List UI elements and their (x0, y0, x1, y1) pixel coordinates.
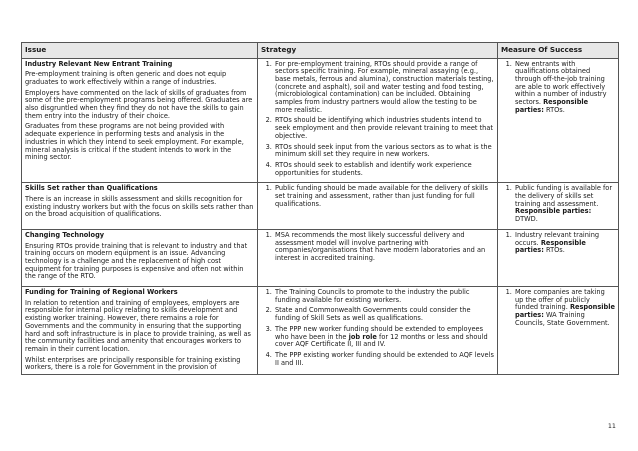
measure-item: 1. New entrants with qualifications obtained through off-the-job training are able to work effectively within a number of industry sectors. Responsible parties: RTOs. (514, 61, 615, 115)
strategy-cell (258, 183, 498, 230)
responsible-value: WA Training Councils, State Government. (515, 311, 610, 327)
strategy-cell (258, 229, 498, 286)
measure-cell (498, 183, 619, 230)
issue-paragraph: Whilst enterprises are principally responsible for training existing workers, there is a role for Government in the provision of (25, 355, 241, 372)
table-row (22, 229, 619, 286)
issue-title: Industry Relevant New Entrant Training (25, 59, 173, 68)
measure-cell (498, 229, 619, 286)
header-measure: Measure Of Success (498, 43, 619, 59)
issue-cell (22, 58, 258, 183)
measure-list (501, 185, 615, 224)
strategy-item: 1. The Training Councils to promote to the industry the public funding available for existing workers. (274, 289, 494, 304)
issue-title: Changing Technology (25, 230, 105, 239)
issue-paragraph: There is an increase in skills assessment and skills recognition for existing industry workers but with the focus on skills sets rather than on the broad acquisition of qualifications. (25, 195, 254, 219)
issue-title: Funding for Training of Regional Workers (25, 288, 178, 297)
header-issue: Issue (22, 43, 258, 59)
measure-item: 1. Industry relevant training occurs. Responsible parties: RTOs. (514, 232, 615, 255)
responsible-value: DTWD. (515, 215, 538, 224)
strategy-item: 2. RTOs should be identifying which industries students intend to seek employment and then provide relevant training to meet that objective. (274, 117, 494, 140)
issue-paragraph: Pre-employment training is often generic and does not equip graduates to work effectively within a range of industries. (25, 70, 227, 86)
responsible-value: RTOs. (545, 246, 565, 255)
strategy-item: 4. RTOs should seek to establish and identify work experience opportunities for students. (274, 162, 494, 177)
issue-cell (22, 229, 258, 286)
strategy-item: 3. RTOs should seek input from the various sectors as to what is the minimum skill set they require in new workers. (274, 144, 494, 159)
measure-item: 1. More companies are taking up the offer of publicly funded training. Responsible parties: WA Training Councils, State Government. (514, 289, 615, 328)
strategy-cell (258, 58, 498, 183)
measure-cell (498, 58, 619, 183)
table-row (22, 287, 619, 375)
document-page (21, 42, 618, 375)
strategy-item: 1. MSA recommends the most likely successful delivery and assessment model will involve partnering with companies/organisations that have modern laboratories and an interest in accredited training. (274, 232, 494, 263)
measure-text: More companies are taking up the offer of publicly funded training. (515, 288, 605, 312)
issues-strategy-table (21, 42, 619, 375)
measure-text: Industry relevant training occurs. (515, 230, 600, 247)
strategy-item: 1. For pre-employment training, RTOs should provide a range of sectors specific training. For example, mineral assaying (e.g., base metals, ferrous and alumina), construction materials testing, (concrete and asphalt), soil and water testing and food testing, (microbiological contamination) can be included. Obtaining samples from industry partners would allow the testing to be more realistic. (274, 61, 494, 115)
page-number: 11 (607, 422, 616, 430)
strategy-list (261, 185, 494, 208)
measure-list (501, 232, 615, 255)
responsible-value: RTOs. (545, 105, 565, 114)
strategy-cell (258, 287, 498, 375)
measure-text: Public funding is available for the delivery of skills set training and assessment. (515, 184, 613, 208)
strategy-list (261, 232, 494, 263)
strategy-item: 4. The PPP existing worker funding should be extended to AQF levels II and III. (274, 352, 494, 367)
measure-text: New entrants with qualifications obtained through off-the-job training are able to work effectively within a number of industry sectors. (515, 59, 607, 107)
strategy-item: 2. State and Commonwealth Governments could consider the funding of Skill Sets as well as qualifications. (274, 307, 494, 322)
table-row (22, 58, 619, 183)
responsible-label: Responsible parties (515, 303, 616, 320)
issue-paragraph: In relation to retention and training of employees, employers are responsible for internal policy relating to skills development and existing worker training. However, there remains a role for Governments and the community in ensuring that the supporting hard and soft infrastructure is in place to provide training, as well as the community facilities and amenity that encourages workers to remain in their current location. (25, 298, 251, 353)
responsible-label: Responsible parties (515, 238, 586, 255)
measure-cell (498, 287, 619, 375)
strategy-item: 1. Public funding should be made available for the delivery of skills set training and assessment, rather than just funding for full qualifications. (274, 185, 494, 208)
measure-list (501, 289, 615, 328)
strategy-list (261, 61, 494, 178)
issue-paragraph: Ensuring RTOs provide training that is relevant to industry and that training occurs on modern equipment is an issue. Advancing technology is a challenge and the replacement of high cost equipment for training purposes is expensive and often not within the range of the RTO. (25, 241, 248, 281)
measure-item: 1. Public funding is available for the delivery of skills set training and assessment. Responsible parties: DTWD. (514, 185, 615, 224)
responsible-label: Responsible parties (515, 98, 589, 114)
issue-cell (22, 287, 258, 375)
responsible-label: Responsible parties (515, 207, 589, 216)
strategy-item: 3. The PPP new worker funding should be extended to employees who have been in the job role for 12 months or less and should cover AQF Certificate II, III and IV. (274, 326, 494, 349)
issue-title: Skills Set rather than Qualifications (25, 184, 158, 193)
issue-paragraph: Graduates from these programs are not being provided with adequate experience in performing tests and analysis in the industries in which they intend to seek employment. For example, mineral analysis is critical if the student intends to work in the mining sector. (25, 122, 244, 162)
measure-list (501, 61, 615, 115)
bold-term: job role (348, 332, 377, 341)
issue-paragraph: Employers have commented on the lack of skills of graduates from some of the pre-employment programs being offered. Graduates are also disgruntled when they find they do not have the skills to gain them entry into the industry of their choice. (25, 88, 253, 120)
table-row (22, 183, 619, 230)
strategy-list (261, 289, 494, 367)
header-strategy: Strategy (258, 43, 498, 59)
issue-cell (22, 183, 258, 230)
table-header-row (22, 43, 619, 59)
